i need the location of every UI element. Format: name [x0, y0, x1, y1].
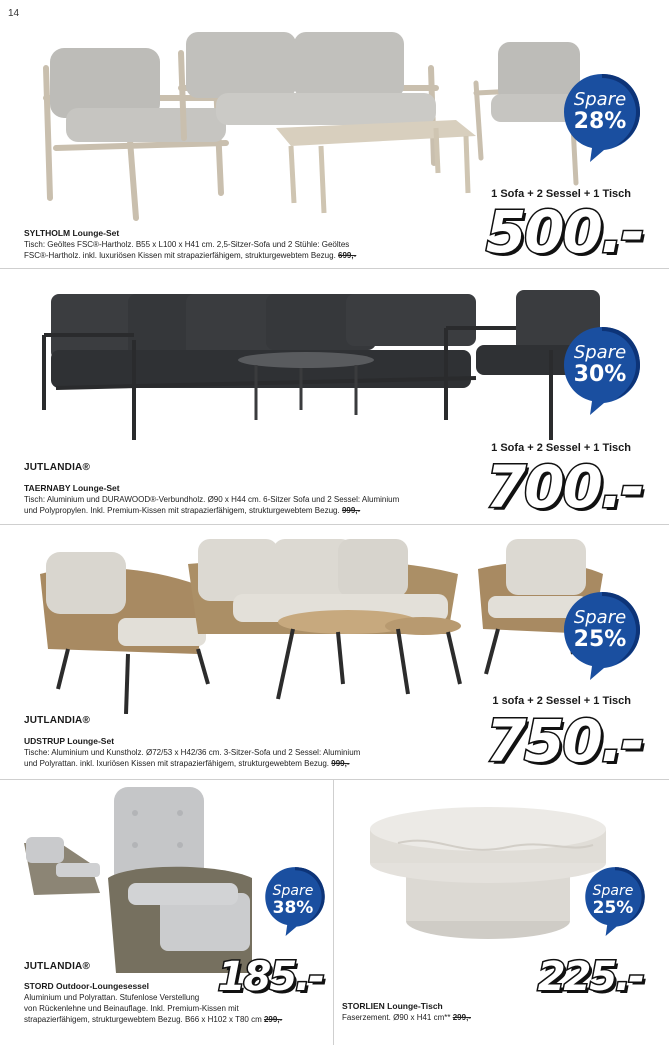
- discount-badge: [265, 883, 321, 918]
- old-price: 299,-: [263, 1015, 283, 1024]
- brand-logo: JUTLANDIA®: [24, 961, 91, 972]
- badge-percent: 38%: [272, 898, 314, 918]
- old-price: 299,-: [452, 1013, 471, 1022]
- price: 500.-: [485, 198, 643, 266]
- brand-logo: JUTLANDIA®: [24, 462, 91, 473]
- offer-syltholm[interactable]: [0, 0, 669, 268]
- set-label: 1 Sofa + 2 Sessel + 1 Tisch: [491, 188, 631, 200]
- discount-badge: [566, 90, 634, 134]
- discount-badge: [566, 343, 634, 387]
- badge-spare-label: Spare: [573, 342, 627, 363]
- set-label: 1 Sofa + 2 Sessel + 1 Tisch: [491, 442, 631, 454]
- page-number: 14: [8, 8, 20, 19]
- desc-line: Tische: Aluminium und Kunstholz. Ø72/53 x H42/36 cm. 3-Sitzer-Sofa und 2 Sessel: Aluminium: [24, 748, 361, 757]
- badge-spare-label: Spare: [573, 89, 627, 110]
- desc-line: und Polypropylen. Inkl. Premium-Kissen mit strapazierfähigem, strukturgewebtem Bezug.: [24, 506, 340, 515]
- rattan-sofa-set-icon: [38, 534, 608, 714]
- offer-taernaby[interactable]: [0, 268, 669, 524]
- badge-percent: 28%: [573, 109, 627, 134]
- product-description: [342, 1012, 471, 1023]
- badge-percent: 25%: [573, 627, 627, 652]
- price: 700.-: [485, 453, 643, 521]
- price: 225.-: [537, 954, 643, 1000]
- product-title: STORD Outdoor-Loungesessel: [24, 981, 149, 991]
- product-title: SYLTHOLM Lounge-Set: [24, 228, 120, 238]
- price: 750.-: [485, 707, 643, 775]
- round-concrete-table-icon: [368, 803, 618, 943]
- desc-line: strapazierfähigem, strukturgewebtem Bezug. B66 x H102 x T80 cm: [24, 1015, 262, 1024]
- offer-storlien[interactable]: [334, 779, 669, 1045]
- badge-spare-label: Spare: [573, 607, 627, 628]
- product-description: [24, 747, 360, 769]
- badge-spare-label: Spare: [592, 883, 634, 899]
- discount-badge: [566, 608, 634, 652]
- product-description: [24, 494, 399, 516]
- desc-line: Tisch: Aluminium und DURAWOOD®-Verbundholz. Ø90 x H44 cm. 6-Sitzer Sofa und 2 Sessel: Aluminium: [24, 495, 400, 504]
- badge-percent: 25%: [592, 898, 634, 918]
- product-description: [24, 992, 282, 1025]
- old-price: 999,-: [331, 759, 350, 768]
- set-label: 1 sofa + 2 Sessel + 1 Tisch: [492, 695, 631, 707]
- desc-line: von Rückenlehne und Beinauflage. Inkl. Premium-Kissen mit: [24, 1004, 239, 1013]
- recliner-chair-icon: [20, 783, 270, 978]
- desc-line: Tisch: Geöltes FSC®-Hartholz. B55 x L100 x H41 cm. 2,5-Sitzer-Sofa und 2 Stühle: Geöltes: [24, 240, 350, 249]
- corner-sofa-dark-icon: [36, 290, 606, 450]
- offer-stord[interactable]: [0, 779, 333, 1045]
- product-title: UDSTRUP Lounge-Set: [24, 736, 115, 746]
- desc-line: Aluminium und Polyrattan. Stufenlose Verstellung: [24, 993, 200, 1002]
- offer-udstrup[interactable]: [0, 524, 669, 779]
- price: 185.-: [217, 954, 323, 1000]
- discount-badge: [585, 883, 641, 918]
- product-title: STORLIEN Lounge-Tisch: [342, 1001, 443, 1011]
- product-description: [24, 239, 356, 261]
- old-price: 999,-: [341, 506, 361, 515]
- desc-line: FSC®-Hartholz. inkl. luxuriösen Kissen mit strapazierfähigem, strukturgewebtem Bezug.: [24, 251, 336, 260]
- brand-logo: JUTLANDIA®: [24, 715, 91, 726]
- badge-percent: 30%: [573, 362, 627, 387]
- product-title: TAERNABY Lounge-Set: [24, 483, 120, 493]
- desc-line: Faserzement. Ø90 x H41 cm**: [342, 1013, 451, 1022]
- old-price: 699,-: [338, 251, 357, 260]
- badge-spare-label: Spare: [272, 883, 314, 899]
- desc-line: und Polyrattan. inkl. Ixuriösen Kissen mit strapazierfähigem, strukturgewebtem Bezug.: [24, 759, 330, 768]
